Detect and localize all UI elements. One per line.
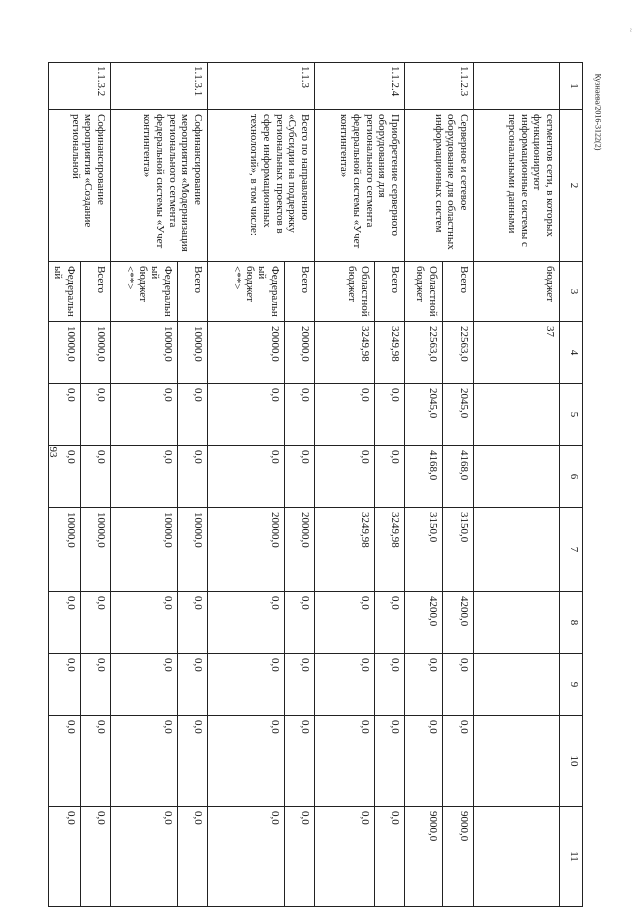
value-cell: 3249,98 <box>315 508 375 592</box>
row-number-cell: 1.1.2.4 <box>315 63 405 110</box>
value-cell: 0,0 <box>405 654 443 716</box>
header-cell: 9 <box>560 654 583 716</box>
total-cell: 3249,98 <box>315 322 375 384</box>
value-cell <box>474 716 560 807</box>
table-row <box>285 63 315 907</box>
funding-source-cell: Областной бюджет <box>315 262 375 322</box>
value-cell: 0,0 <box>315 654 375 716</box>
value-cell: 20000,0 <box>208 508 285 592</box>
item-name-cell: Софинансирование мероприятия «Модернизация регионального сегмента федеральной системы «Учет контингента» <box>111 110 208 262</box>
value-cell: 0,0 <box>443 654 474 716</box>
value-cell: 0,0 <box>111 716 178 807</box>
total-cell: 10000,0 <box>111 322 178 384</box>
value-cell: 0,0 <box>48 384 80 446</box>
value-cell: 0,0 <box>208 716 285 807</box>
value-cell: 0,0 <box>178 592 208 654</box>
funding-source-cell: Федеральный бюджет <**> <box>208 262 285 322</box>
value-cell: 0,0 <box>81 654 111 716</box>
funding-source-cell: Федеральный бюджет <**> <box>111 262 178 322</box>
value-cell: 4200,0 <box>405 592 443 654</box>
row-number-cell: 1.1.3 <box>208 63 315 110</box>
funding-source-cell: Всего <box>285 262 315 322</box>
total-cell: 10000,0 <box>178 322 208 384</box>
item-name-cell: Приобретение серверного оборудования для регионального сегмента федеральной системы «Учет контингента» <box>315 110 405 262</box>
value-cell <box>474 384 560 446</box>
value-cell: 4168,0 <box>443 446 474 508</box>
value-cell: 0,0 <box>208 446 285 508</box>
item-name-cell: сегментов сети, в которых функционируют информационные системы с персональными данными <box>474 110 560 262</box>
value-cell: 0,0 <box>81 716 111 807</box>
value-cell: 0,0 <box>48 716 80 807</box>
value-cell: 0,0 <box>111 807 178 907</box>
value-cell: 0,0 <box>285 446 315 508</box>
total-cell: 20000,0 <box>208 322 285 384</box>
value-cell: 0,0 <box>285 716 315 807</box>
value-cell <box>474 508 560 592</box>
funding-source-cell: бюджет <box>474 262 560 322</box>
value-cell: 0,0 <box>285 654 315 716</box>
header-row <box>560 63 583 907</box>
value-cell: 0,0 <box>315 384 375 446</box>
value-cell: 0,0 <box>48 592 80 654</box>
value-cell: 0,0 <box>178 716 208 807</box>
value-cell: 0,0 <box>48 807 80 907</box>
item-name-cell: Софинансирование мероприятия «Создание региональной <box>48 110 110 262</box>
row-number-cell: 1.1.3.1 <box>111 63 208 110</box>
value-cell <box>474 654 560 716</box>
total-cell: 3249,98 <box>375 322 405 384</box>
value-cell: 2045,0 <box>405 384 443 446</box>
value-cell: 3150,0 <box>443 508 474 592</box>
total-cell: 10000,0 <box>81 322 111 384</box>
value-cell: 0,0 <box>405 716 443 807</box>
funding-source-cell: Областной бюджет <box>405 262 443 322</box>
value-cell: 0,0 <box>111 654 178 716</box>
total-cell: 20000,0 <box>285 322 315 384</box>
value-cell: 0,0 <box>443 716 474 807</box>
value-cell: 0,0 <box>375 654 405 716</box>
value-cell: 0,0 <box>208 654 285 716</box>
value-cell: 0,0 <box>315 592 375 654</box>
funding-source-cell: Всего <box>443 262 474 322</box>
value-cell <box>474 807 560 907</box>
value-cell: 0,0 <box>315 446 375 508</box>
document-code: Кузнаева/2016-3122(2) <box>593 73 603 151</box>
funding-source-cell: Всего <box>81 262 111 322</box>
value-cell: 0,0 <box>375 592 405 654</box>
total-cell: 22563,0 <box>405 322 443 384</box>
value-cell: 0,0 <box>178 446 208 508</box>
value-cell: 0,0 <box>81 592 111 654</box>
value-cell: 10000,0 <box>81 508 111 592</box>
value-cell: 0,0 <box>375 716 405 807</box>
value-cell: 0,0 <box>208 592 285 654</box>
header-cell: 6 <box>560 446 583 508</box>
value-cell: 4168,0 <box>405 446 443 508</box>
value-cell: 0,0 <box>111 384 178 446</box>
value-cell: 0,0 <box>375 384 405 446</box>
value-cell: 0,0 <box>315 807 375 907</box>
value-cell: 0,0 <box>111 592 178 654</box>
header-cell: 2 <box>560 110 583 262</box>
value-cell: 9000,0 <box>443 807 474 907</box>
value-cell: 4200,0 <box>443 592 474 654</box>
value-cell: 0,0 <box>81 446 111 508</box>
value-cell: 10000,0 <box>111 508 178 592</box>
total-cell: 10000,0 <box>48 322 80 384</box>
value-cell: 0,0 <box>315 716 375 807</box>
value-cell <box>474 592 560 654</box>
value-cell: 0,0 <box>285 807 315 907</box>
header-cell: 3 <box>560 262 583 322</box>
table-row <box>443 63 474 907</box>
funding-source-cell: Всего <box>375 262 405 322</box>
table-row <box>375 63 405 907</box>
funding-source-cell: Федеральный <box>48 262 80 322</box>
table-row <box>474 63 560 907</box>
value-cell: 2045,0 <box>443 384 474 446</box>
value-cell: 0,0 <box>375 446 405 508</box>
table-row <box>178 63 208 907</box>
value-cell: 0,0 <box>375 807 405 907</box>
header-cell: 4 <box>560 322 583 384</box>
value-cell: 0,0 <box>208 384 285 446</box>
value-cell: 0,0 <box>81 807 111 907</box>
value-cell: 0,0 <box>48 654 80 716</box>
value-cell: 0,0 <box>111 446 178 508</box>
value-cell: 10000,0 <box>178 508 208 592</box>
value-cell: 0,0 <box>285 592 315 654</box>
header-cell: 10 <box>560 716 583 807</box>
page-number: 93 <box>47 446 59 458</box>
value-cell: 3249,98 <box>375 508 405 592</box>
value-cell: 9000,0 <box>405 807 443 907</box>
header-cell: 5 <box>560 384 583 446</box>
value-cell: 0,0 <box>178 654 208 716</box>
funding-source-cell: Всего <box>178 262 208 322</box>
value-cell: 0,0 <box>178 384 208 446</box>
value-cell: 0,0 <box>178 807 208 907</box>
budget-table <box>48 62 583 907</box>
value-cell: 3150,0 <box>405 508 443 592</box>
total-cell: 37 <box>474 322 560 384</box>
edge-mark: ~ <box>626 28 634 32</box>
header-cell: 7 <box>560 508 583 592</box>
row-number-cell: 1.1.2.3 <box>405 63 474 110</box>
value-cell: 0,0 <box>48 446 80 508</box>
value-cell: 0,0 <box>81 384 111 446</box>
value-cell: 10000,0 <box>48 508 80 592</box>
value-cell: 20000,0 <box>285 508 315 592</box>
item-name-cell: Всего по направлению «Субсидии на поддержку региональных проектов в сфере информационных технологий», в том числе: <box>208 110 315 262</box>
item-name-cell: Серверное и сетевое оборудование для областных информационных систем <box>405 110 474 262</box>
value-cell: 0,0 <box>208 807 285 907</box>
value-cell <box>474 446 560 508</box>
total-cell: 22563,0 <box>443 322 474 384</box>
row-number-cell <box>474 63 560 110</box>
header-cell: 1 <box>560 63 583 110</box>
header-cell: 8 <box>560 592 583 654</box>
value-cell: 0,0 <box>285 384 315 446</box>
table-row <box>81 63 111 907</box>
header-cell: 11 <box>560 807 583 907</box>
row-number-cell: 1.1.3.2 <box>48 63 110 110</box>
